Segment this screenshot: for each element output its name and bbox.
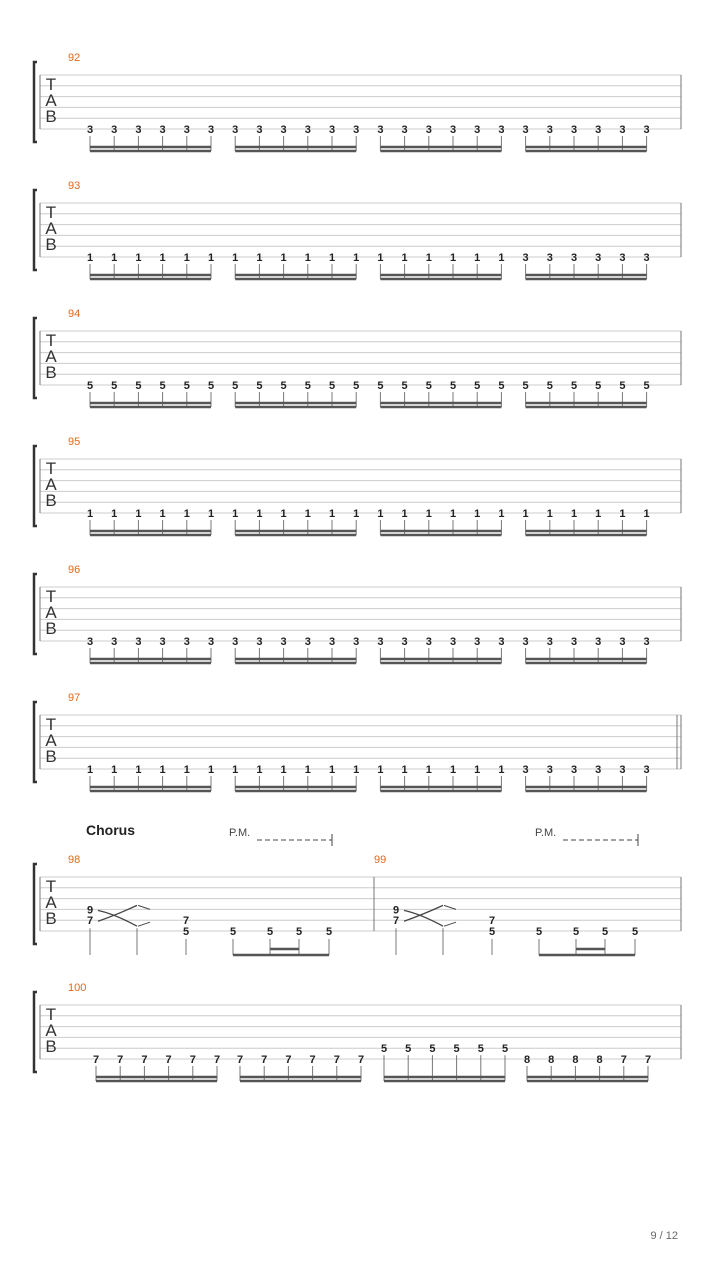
- fret-number: 7: [488, 915, 496, 928]
- slide-line: [404, 910, 443, 926]
- tab-clef-letter: B: [45, 909, 57, 928]
- slide-tail: [138, 905, 150, 909]
- tab-clef-letter: T: [45, 715, 57, 734]
- fret-number: 1: [86, 508, 94, 520]
- fret-number: 3: [425, 124, 432, 136]
- tab-clef-letter: A: [45, 347, 57, 366]
- fret-number: 3: [304, 636, 311, 648]
- fret-number: 7: [392, 915, 400, 928]
- fret-number: 3: [522, 636, 529, 648]
- tab-clef-letter: B: [45, 235, 57, 254]
- fret-number: 1: [86, 252, 94, 264]
- fret-number: 1: [377, 252, 384, 264]
- fret-number: 3: [595, 636, 602, 648]
- fret-number: 1: [256, 252, 263, 264]
- fret-number: 1: [111, 508, 118, 520]
- fret-number: 1: [595, 508, 602, 520]
- fret-number: 3: [619, 636, 626, 648]
- fret-number: 3: [135, 636, 142, 648]
- system-bracket: [34, 992, 37, 1072]
- fret-number: 3: [377, 636, 384, 648]
- fret-number: 1: [546, 508, 553, 520]
- fret-number: 3: [183, 124, 190, 136]
- fret-number: 5: [325, 926, 333, 938]
- fret-number: 5: [353, 380, 360, 392]
- fret-number: 1: [304, 508, 311, 520]
- fret-number: 3: [232, 124, 239, 136]
- fret-number: 3: [570, 252, 578, 264]
- fret-number: 1: [328, 508, 336, 520]
- fret-number: 3: [449, 636, 457, 648]
- palm-mute-label: P.M.: [535, 827, 557, 839]
- fret-number: 8: [523, 1054, 531, 1066]
- fret-number: 3: [425, 636, 432, 648]
- fret-number: 3: [619, 764, 626, 776]
- fret-number: 5: [429, 1043, 436, 1056]
- fret-number: 1: [135, 508, 142, 520]
- fret-number: 3: [595, 252, 602, 264]
- fret-number: 1: [159, 764, 166, 776]
- tab-clef-letter: B: [45, 107, 57, 126]
- fret-number: 8: [596, 1054, 603, 1066]
- fret-number: 3: [546, 252, 553, 264]
- fret-number: 7: [620, 1054, 627, 1066]
- fret-number: 5: [280, 380, 287, 392]
- fret-number: 3: [159, 636, 166, 648]
- tab-clef-letter: T: [45, 75, 57, 94]
- fret-number: 3: [449, 124, 457, 136]
- fret-number: 7: [285, 1054, 292, 1066]
- tab-clef-letter: T: [45, 587, 57, 606]
- fret-number: 5: [453, 1043, 460, 1056]
- tab-clef-letter: A: [45, 219, 57, 238]
- fret-number: 5: [266, 926, 274, 938]
- fret-number: 5: [570, 380, 578, 392]
- fret-number: 3: [256, 124, 263, 136]
- fret-number: 3: [232, 636, 239, 648]
- fret-number: 5: [295, 926, 303, 938]
- fret-number: 3: [183, 636, 190, 648]
- fret-number: 1: [377, 764, 384, 776]
- fret-number: 7: [213, 1054, 221, 1066]
- fret-number: 1: [280, 764, 287, 776]
- fret-number: 1: [570, 508, 578, 520]
- fret-number: 8: [548, 1054, 555, 1066]
- fret-number: 3: [280, 636, 287, 648]
- fret-number: 3: [207, 124, 215, 136]
- fret-number: 1: [280, 252, 287, 264]
- fret-number: 1: [401, 764, 408, 776]
- fret-number: 1: [135, 764, 142, 776]
- fret-number: 3: [595, 124, 602, 136]
- fret-number: 1: [449, 764, 457, 776]
- fret-number: 3: [643, 764, 650, 776]
- fret-number: 1: [256, 508, 263, 520]
- fret-number: 5: [377, 380, 384, 392]
- fret-number: 5: [522, 380, 529, 392]
- fret-number: 1: [425, 252, 432, 264]
- fret-number: 1: [328, 764, 336, 776]
- tab-clef-letter: B: [45, 491, 57, 510]
- slide-tail: [444, 922, 456, 926]
- fret-number: 3: [643, 124, 650, 136]
- fret-number: 3: [643, 252, 650, 264]
- fret-number: 5: [643, 380, 650, 392]
- tab-clef-letter: B: [45, 619, 57, 638]
- fret-number: 5: [631, 926, 639, 938]
- fret-number: 5: [380, 1043, 388, 1056]
- fret-number: 7: [236, 1054, 244, 1066]
- measure-number: 95: [68, 436, 81, 448]
- fret-number: 7: [644, 1054, 652, 1066]
- tab-clef-letter: B: [45, 1037, 57, 1056]
- fret-number: 1: [449, 508, 457, 520]
- fret-number: 5: [256, 380, 263, 392]
- fret-number: 1: [207, 508, 215, 520]
- slide-tail: [138, 922, 150, 926]
- fret-number: 3: [328, 124, 336, 136]
- tab-clef-letter: B: [45, 747, 57, 766]
- staff-system: [34, 436, 681, 535]
- fret-number: 5: [183, 380, 190, 392]
- fret-number: 7: [86, 915, 94, 928]
- staff-system: [34, 822, 681, 955]
- system-bracket: [34, 574, 37, 654]
- tab-clef-letter: T: [45, 877, 57, 896]
- fret-number: 5: [328, 380, 336, 392]
- fret-number: 3: [474, 124, 481, 136]
- system-bracket: [34, 190, 37, 270]
- fret-number: 3: [474, 636, 481, 648]
- fret-number: 1: [183, 508, 190, 520]
- fret-number: 5: [572, 926, 580, 938]
- fret-number: 3: [401, 636, 408, 648]
- fret-number: 1: [304, 252, 311, 264]
- tab-clef-letter: A: [45, 893, 57, 912]
- fret-number: 1: [619, 508, 626, 520]
- slide-line: [98, 905, 137, 921]
- fret-number: 1: [135, 252, 142, 264]
- fret-number: 1: [498, 508, 505, 520]
- fret-number: 5: [488, 926, 496, 938]
- tab-clef-letter: T: [45, 203, 57, 222]
- fret-number: 9: [392, 904, 400, 917]
- system-bracket: [34, 446, 37, 526]
- fret-number: 7: [309, 1054, 316, 1066]
- fret-number: 1: [377, 508, 384, 520]
- measure-number: 92: [68, 52, 81, 64]
- measure-number: 99: [374, 854, 387, 866]
- fret-number: 3: [111, 636, 118, 648]
- fret-number: 3: [280, 124, 287, 136]
- tab-clef-letter: T: [45, 331, 57, 350]
- fret-number: 3: [546, 636, 553, 648]
- fret-number: 7: [261, 1054, 268, 1066]
- fret-number: 5: [405, 1043, 412, 1056]
- fret-number: 7: [189, 1054, 196, 1066]
- measure-number: 97: [68, 692, 81, 704]
- fret-number: 7: [117, 1054, 124, 1066]
- measure-number: 96: [68, 564, 81, 576]
- fret-number: 3: [643, 636, 650, 648]
- fret-number: 3: [353, 636, 360, 648]
- fret-number: 1: [474, 252, 481, 264]
- tab-clef-letter: A: [45, 1021, 57, 1040]
- fret-number: 3: [111, 124, 118, 136]
- fret-number: 5: [135, 380, 142, 392]
- fret-number: 5: [546, 380, 553, 392]
- system-bracket: [34, 318, 37, 398]
- fret-number: 8: [572, 1054, 579, 1066]
- fret-number: 1: [86, 764, 94, 776]
- fret-number: 1: [304, 764, 311, 776]
- fret-number: 5: [207, 380, 215, 392]
- fret-number: 1: [449, 252, 457, 264]
- fret-number: 3: [546, 764, 553, 776]
- fret-number: 1: [111, 252, 118, 264]
- staff-system: [34, 692, 681, 791]
- fret-number: 1: [522, 508, 529, 520]
- slide-tail: [444, 905, 456, 909]
- fret-number: 1: [183, 252, 190, 264]
- fret-number: 3: [159, 124, 166, 136]
- staff-system: [34, 308, 681, 407]
- fret-number: 5: [619, 380, 626, 392]
- measure-number: 93: [68, 180, 81, 192]
- staff-system: [34, 52, 681, 151]
- fret-number: 3: [86, 636, 94, 648]
- fret-number: 1: [401, 252, 408, 264]
- fret-number: 1: [159, 252, 166, 264]
- fret-number: 7: [165, 1054, 172, 1066]
- fret-number: 3: [377, 124, 384, 136]
- fret-number: 3: [570, 636, 578, 648]
- page-number: 9 / 12: [650, 1230, 678, 1242]
- measure-number: 94: [68, 308, 81, 320]
- system-bracket: [34, 62, 37, 142]
- system-bracket: [34, 702, 37, 782]
- fret-number: 1: [498, 764, 505, 776]
- fret-number: 3: [328, 636, 336, 648]
- fret-number: 1: [401, 508, 408, 520]
- palm-mute-label: P.M.: [229, 827, 251, 839]
- fret-number: 1: [353, 252, 360, 264]
- fret-number: 1: [474, 764, 481, 776]
- fret-number: 1: [159, 508, 166, 520]
- fret-number: 3: [256, 636, 263, 648]
- fret-number: 5: [449, 380, 457, 392]
- tab-clef-letter: T: [45, 1005, 57, 1024]
- fret-number: 3: [498, 636, 505, 648]
- fret-number: 5: [498, 380, 505, 392]
- fret-number: 3: [595, 764, 602, 776]
- tab-clef-letter: B: [45, 363, 57, 382]
- fret-number: 1: [353, 508, 360, 520]
- fret-number: 1: [425, 764, 432, 776]
- tab-clef-letter: A: [45, 91, 57, 110]
- system-bracket: [34, 864, 37, 944]
- fret-number: 3: [86, 124, 94, 136]
- fret-number: 5: [182, 926, 190, 938]
- staff-system: [34, 564, 681, 663]
- fret-number: 1: [643, 508, 650, 520]
- fret-number: 3: [619, 252, 626, 264]
- fret-number: 3: [570, 124, 578, 136]
- tab-clef-letter: A: [45, 731, 57, 750]
- fret-number: 5: [474, 380, 481, 392]
- fret-number: 3: [401, 124, 408, 136]
- fret-number: 9: [86, 904, 94, 917]
- fret-number: 1: [207, 764, 215, 776]
- fret-number: 3: [304, 124, 311, 136]
- fret-number: 5: [229, 926, 237, 938]
- tab-clef-letter: A: [45, 603, 57, 622]
- fret-number: 7: [141, 1054, 148, 1066]
- fret-number: 5: [86, 380, 94, 392]
- fret-number: 1: [111, 764, 118, 776]
- fret-number: 1: [232, 764, 239, 776]
- measure-number: 98: [68, 854, 81, 866]
- fret-number: 1: [207, 252, 215, 264]
- fret-number: 3: [135, 124, 142, 136]
- fret-number: 1: [425, 508, 432, 520]
- slide-line: [404, 905, 443, 921]
- section-label: Chorus: [86, 822, 135, 838]
- fret-number: 1: [232, 252, 239, 264]
- fret-number: 7: [182, 915, 190, 928]
- fret-number: 5: [535, 926, 543, 938]
- staff-system: [34, 180, 681, 279]
- fret-number: 7: [92, 1054, 100, 1066]
- fret-number: 3: [619, 124, 626, 136]
- fret-number: 3: [546, 124, 553, 136]
- fret-number: 5: [425, 380, 432, 392]
- fret-number: 5: [501, 1043, 509, 1056]
- fret-number: 5: [595, 380, 602, 392]
- fret-number: 1: [232, 508, 239, 520]
- fret-number: 3: [522, 764, 529, 776]
- fret-number: 3: [207, 636, 215, 648]
- fret-number: 5: [304, 380, 311, 392]
- fret-number: 3: [353, 124, 360, 136]
- fret-number: 5: [601, 926, 609, 938]
- fret-number: 5: [111, 380, 118, 392]
- fret-number: 3: [522, 124, 529, 136]
- fret-number: 1: [474, 508, 481, 520]
- fret-number: 5: [401, 380, 408, 392]
- fret-number: 1: [498, 252, 505, 264]
- tab-clef-letter: T: [45, 459, 57, 478]
- tab-clef-letter: A: [45, 475, 57, 494]
- fret-number: 5: [477, 1043, 484, 1056]
- fret-number: 1: [183, 764, 190, 776]
- fret-number: 5: [232, 380, 239, 392]
- fret-number: 7: [333, 1054, 340, 1066]
- fret-number: 5: [159, 380, 166, 392]
- fret-number: 1: [280, 508, 287, 520]
- fret-number: 3: [498, 124, 505, 136]
- fret-number: 3: [522, 252, 529, 264]
- fret-number: 1: [256, 764, 263, 776]
- measure-number: 100: [68, 982, 87, 994]
- fret-number: 3: [570, 764, 578, 776]
- fret-number: 1: [353, 764, 360, 776]
- fret-number: 7: [357, 1054, 365, 1066]
- staff-system: [34, 982, 681, 1081]
- slide-line: [98, 910, 137, 926]
- fret-number: 1: [328, 252, 336, 264]
